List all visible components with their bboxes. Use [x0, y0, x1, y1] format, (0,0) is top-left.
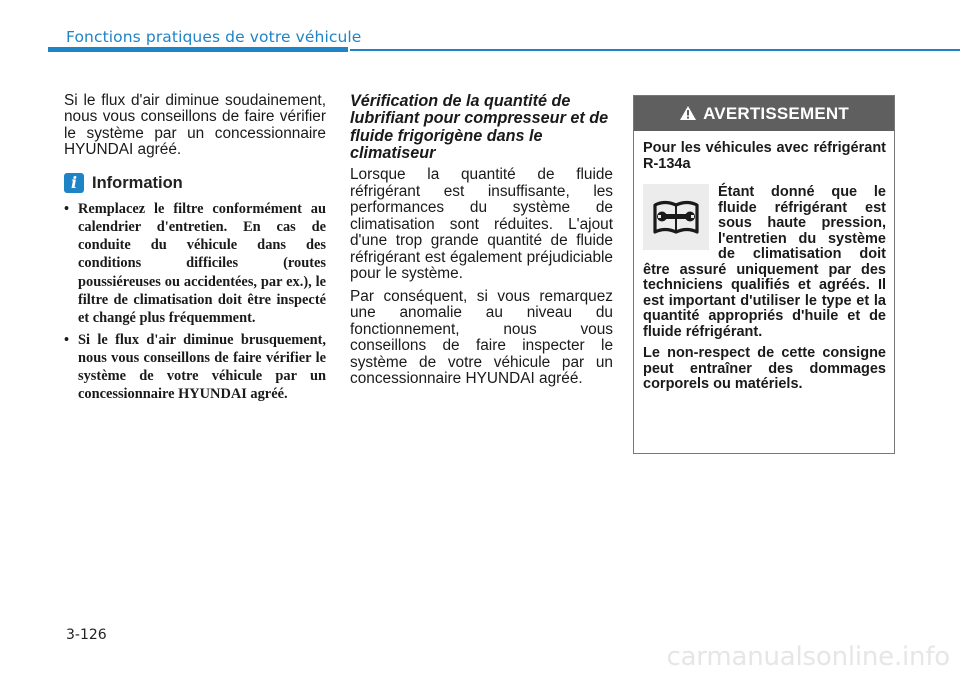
wrench-book-icon: [643, 184, 709, 250]
section-title: Vérification de la quantité de lubrifiant pour compresseur et de fluide frigorigène dans le climatiseur: [350, 92, 609, 162]
warning-box: [633, 95, 895, 454]
list-item: • Si le flux d'air diminue brusquement, nous vous conseillons de faire vérifier le système de votre véhicule par un concessionnaire HYUNDAI agréé.: [64, 331, 326, 403]
info-icon: i: [64, 173, 84, 193]
information-heading: [64, 172, 326, 194]
header-accent-bar: [48, 47, 348, 52]
intro-paragraph: Si le flux d'air diminue soudainement, nous vous conseillons de faire vérifier le système par un concessionnaire HYUNDAI agréé.: [64, 92, 326, 158]
warning-paragraph: Étant donné que le fluide réfrigérant est sous haute pression, l'entretien du système de climatisation doit être assuré uniquement par des techniciens qualifiés et agréés. Il est important d'utiliser le type et la quantité appropriés d'huile et de fluide réfrigérant.: [643, 184, 886, 340]
section-header-title: Fonctions pratiques de votre véhicule: [66, 28, 362, 46]
warning-intro: Pour les véhicules avec réfrigérant R-134a: [643, 140, 886, 172]
header-rule: [350, 49, 960, 51]
warning-triangle-icon: [679, 105, 697, 121]
list-item: • Remplacez le filtre conformément au calendrier d'entretien. En cas de conduite du véhicule dans des conditions difficiles (routes poussiéreuses ou accidentées, par ex.), le filtre de climatisation doit être inspecté et changé plus fréquemment.: [64, 200, 326, 327]
column-left: [64, 93, 326, 403]
warning-header: [634, 96, 894, 131]
information-label: Information: [92, 173, 183, 192]
paragraph: Par conséquent, si vous remarquez une anomalie au niveau du fonctionnement, nous vous conseillons de faire inspecter le système de votre véhicule par un concessionnaire HYUNDAI agréé.: [350, 287, 613, 388]
warning-body: [634, 131, 894, 393]
information-list: [64, 200, 326, 403]
page-number: 3-126: [66, 627, 107, 643]
warning-label: AVERTISSEMENT: [703, 103, 849, 123]
column-middle: [350, 93, 613, 394]
paragraph: Lorsque la quantité de fluide réfrigérant est insuffisante, les performances du système de climatisation sont réduites. L'ajout d'une trop grande quantité de fluide réfrigérant est également préjudiciable pour le système.: [350, 166, 613, 283]
warning-paragraph: Le non-respect de cette consigne peut entraîner des dommages corporels ou matériels.: [643, 345, 886, 392]
watermark: carmanualsonline.info: [666, 642, 950, 672]
